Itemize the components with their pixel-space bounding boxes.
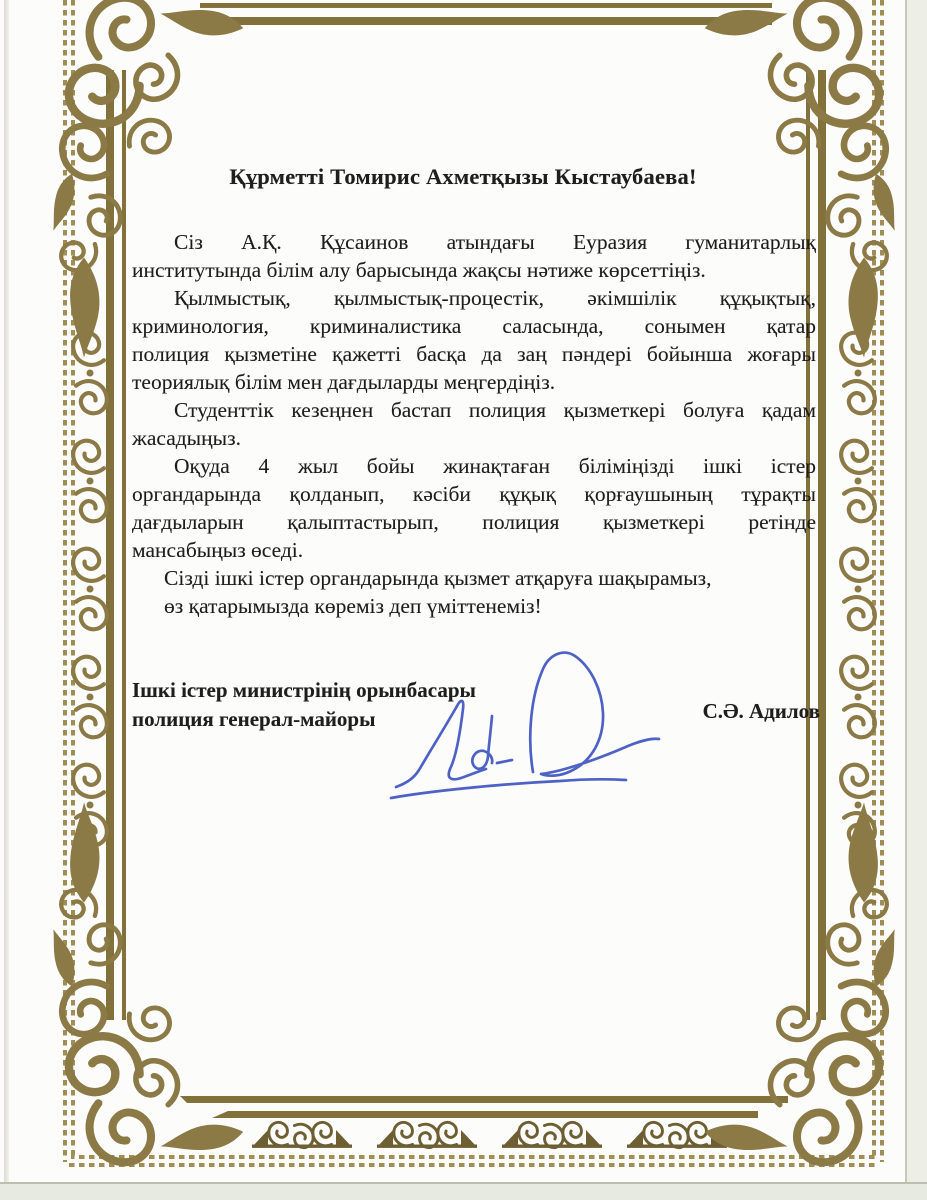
signer-name: С.Ә. Адилов [702,699,820,723]
scan-edge-right [905,0,927,1200]
letter-body-line: институтында білім алу барысында жақсы нәтиже көрсеттіңіз. [132,258,706,282]
letter-body-line: криминология, криминалистика саласында, сонымен қатар [132,314,816,338]
letter-body-line: дағдыларын қалыптастырып, полиция қызметкері ретінде [132,510,816,534]
letter-body-line: полиция қызметіне қажетті басқа да заң пәндері бойынша жоғары [132,342,816,366]
letter-body-line: органдарында қолданып, кәсіби құқық қорғаушының тұрақты [132,482,816,506]
signer-role [132,676,476,734]
letter-body-line: өз қатарымызда көреміз деп үміттенеміз! [164,594,542,618]
scan-edge-bottom [0,1182,927,1200]
letter-body-line: Студенттік кезеңнен бастап полиция қызметкері болуға қадам [174,398,816,422]
letter-body-line: жасадыңыз. [132,426,241,450]
letter-body-line: Сіз А.Қ. Құсаинов атындағы Еуразия гуманитарлық [174,230,816,254]
letter-body-line: мансабыңыз өседі. [132,538,304,562]
letter-salutation: Құрметті Томирис Ахметқызы Кыстаубаева! [229,164,697,189]
letter-body-line: Қылмыстық, қылмыстық-процестік, әкімшілік құқықтық, [174,286,816,310]
letter-body [132,228,816,620]
letter-body-line: теориялық білім мен дағдыларды меңгердіңіз. [132,370,556,394]
letter-body-line: Оқуда 4 жыл бойы жинақтаған біліміңізді ішкі істер [174,454,816,478]
corner-ornament-bottom-left [45,803,245,1171]
signer-role-line1: Ішкі істер министрінің орынбасары [132,678,476,702]
bottom-wave-ornaments [252,1122,727,1149]
letter-body-line: Сізді ішкі істер органдарында қызмет атқаруға шақырамыз, [164,566,712,590]
signer-role-line2: полиция генерал-майоры [132,707,376,731]
